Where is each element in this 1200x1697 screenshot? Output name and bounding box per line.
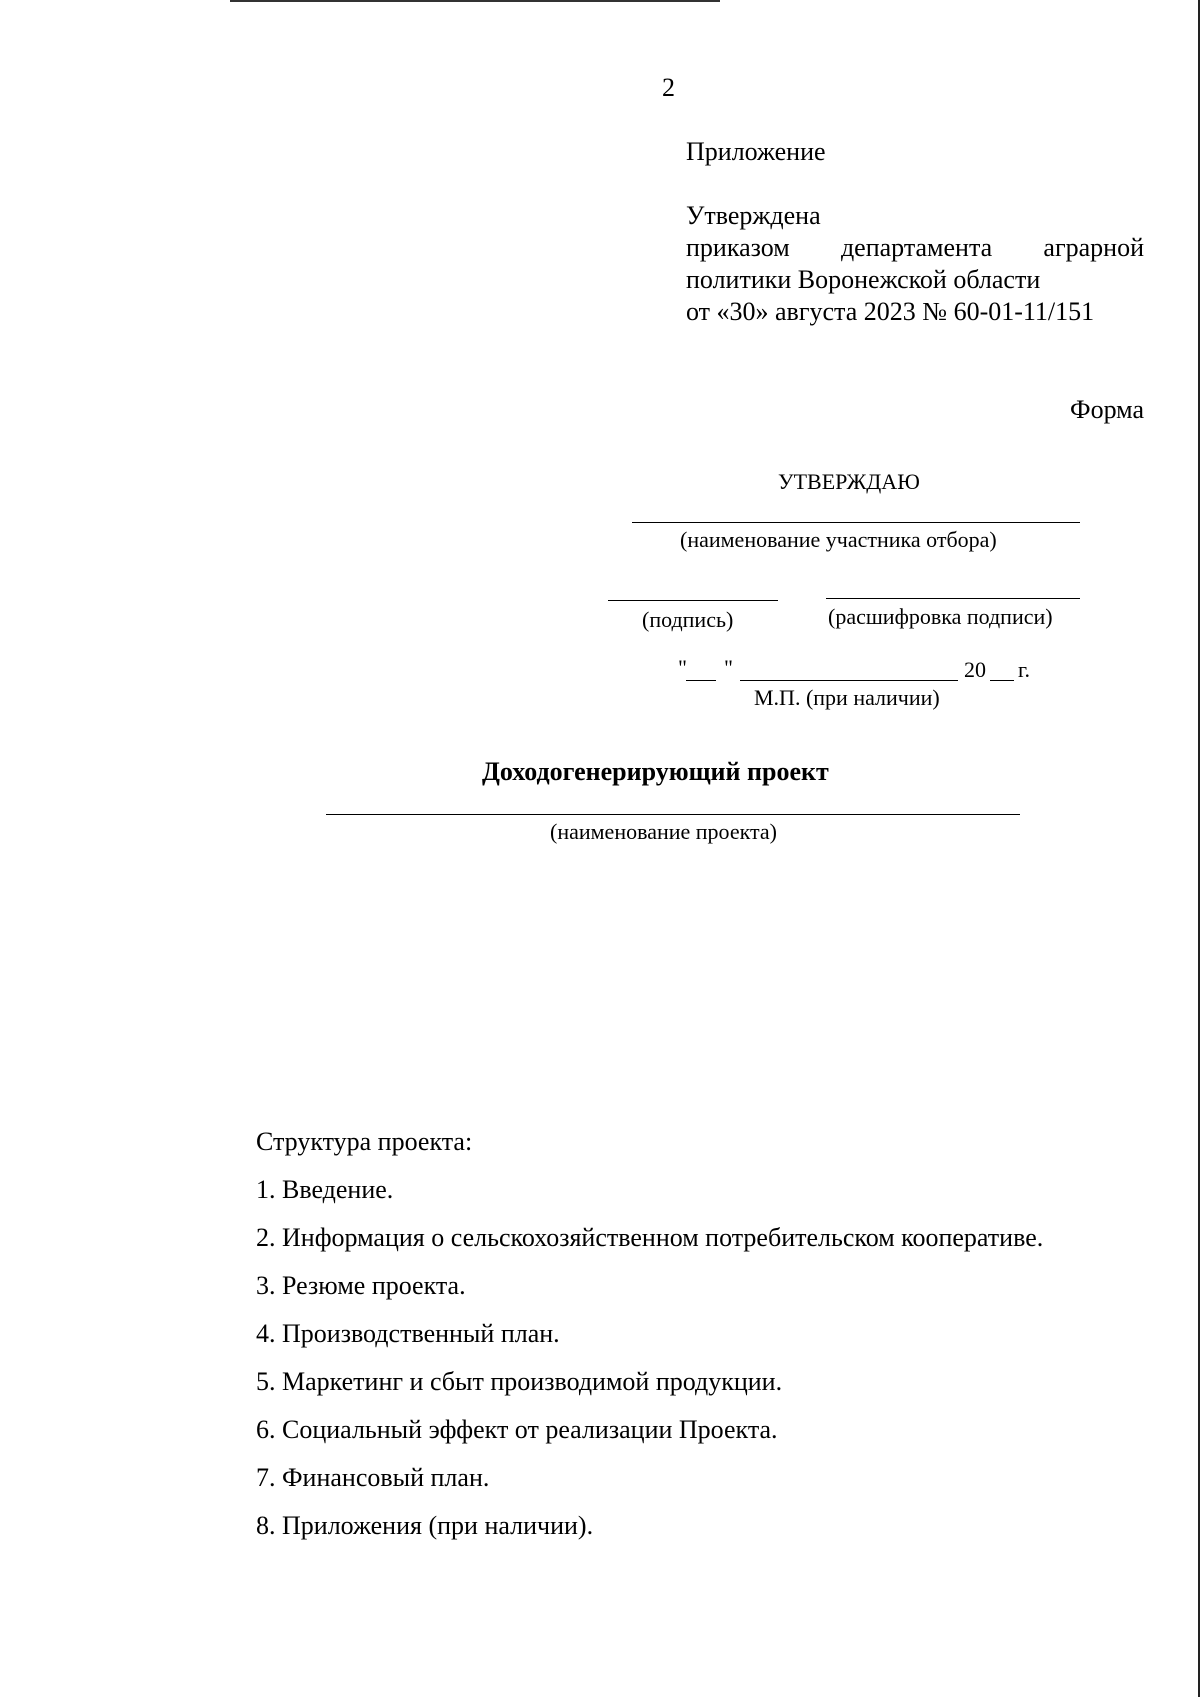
structure-item-3: 3. Резюме проекта. — [256, 1271, 466, 1300]
approval-order-line-3: от «30» августа 2023 № 60-01-11/151 — [686, 297, 1095, 326]
date-open-quote: " — [678, 655, 687, 680]
page-number: 2 — [662, 73, 675, 102]
structure-item-4: 4. Производственный план. — [256, 1319, 560, 1348]
scan-edge-top — [230, 0, 720, 2]
stamp-caption: М.П. (при наличии) — [754, 685, 940, 710]
form-label: Форма — [1070, 395, 1144, 424]
structure-item-7: 7. Финансовый план. — [256, 1463, 490, 1492]
project-title: Доходогенерирующий проект — [482, 757, 829, 786]
signature-decoding-line — [826, 598, 1080, 599]
approve-title: УТВЕРЖДАЮ — [778, 469, 920, 494]
signature-caption: (подпись) — [642, 607, 734, 632]
appendix-label: Приложение — [686, 137, 826, 166]
participant-name-caption: (наименование участника отбора) — [680, 527, 997, 552]
structure-item-1: 1. Введение. — [256, 1175, 394, 1204]
structure-item-8: 8. Приложения (при наличии). — [256, 1511, 594, 1540]
date-year-prefix: 20 — [964, 657, 986, 682]
signature-line — [608, 600, 778, 601]
structure-heading: Структура проекта: — [256, 1127, 473, 1156]
approved-label: Утверждена — [686, 201, 821, 230]
date-year-suffix: г. — [1018, 657, 1031, 682]
date-day-line — [686, 680, 716, 681]
date-month-line — [740, 680, 958, 681]
date-year-line — [990, 680, 1014, 681]
structure-item-6: 6. Социальный эффект от реализации Проекта. — [256, 1415, 778, 1444]
signature-decoding-caption: (расшифровка подписи) — [828, 604, 1053, 629]
approval-order-line-1: приказом департамента аграрной — [686, 233, 1144, 262]
structure-item-2: 2. Информация о сельскохозяйственном потребительском кооперативе. — [256, 1223, 1044, 1252]
date-close-quote: " — [724, 655, 733, 680]
approval-order-line-2: политики Воронежской области — [686, 265, 1041, 294]
participant-name-line — [632, 522, 1080, 523]
project-name-line — [326, 814, 1020, 815]
structure-item-5: 5. Маркетинг и сбыт производимой продукции. — [256, 1367, 783, 1396]
project-name-caption: (наименование проекта) — [550, 819, 777, 844]
